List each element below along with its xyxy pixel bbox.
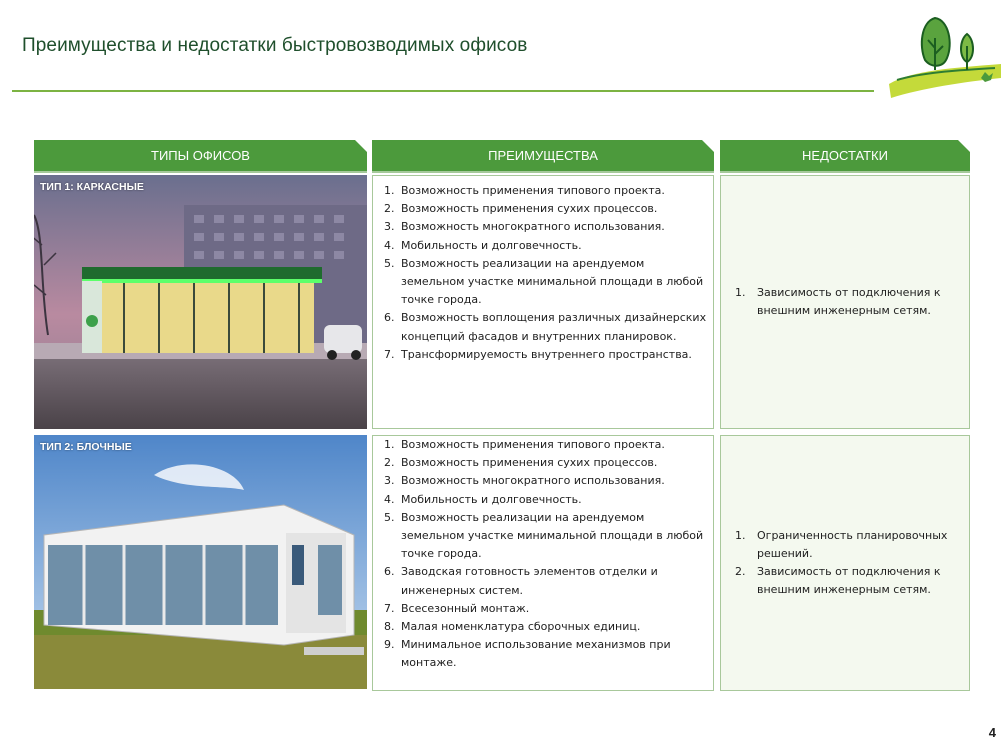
list-item (721, 527, 969, 563)
list-item (373, 255, 713, 310)
header-advantages: ПРЕИМУЩЕСТВА (372, 140, 714, 171)
list-item-text: Возможность воплощения различных дизайнерских концепций фасадов и внутренних планировок. (401, 311, 707, 343)
list-item (373, 309, 713, 345)
list-item-text: Возможность многократного использования. (401, 474, 665, 488)
frame-office-photo (34, 175, 367, 429)
list-item (373, 618, 713, 636)
list-item-number: 2. (384, 456, 395, 470)
header-disadvantages-underline (720, 171, 970, 173)
list-item-number: 3. (384, 474, 395, 488)
list-item-number: 2. (735, 565, 746, 578)
block-office-photo (34, 435, 367, 689)
list-item-number: 4. (384, 492, 395, 506)
disadvantages-cell-frame (720, 175, 970, 429)
header-types: ТИПЫ ОФИСОВ (34, 140, 367, 171)
list-item-number: 1. (735, 528, 746, 542)
list-item-text: Заводская готовность элементов отделки и инженерных систем. (401, 565, 658, 597)
list-item (373, 200, 713, 218)
list-item-text: Возможность применения сухих процессов. (401, 202, 658, 216)
advantages-cell-block (372, 435, 714, 691)
title-divider (12, 90, 874, 92)
list-item-text: Возможность применения сухих процессов. (401, 456, 658, 470)
list-item (373, 182, 713, 200)
list-item-number: 7. (384, 347, 395, 361)
list-item-text: Зависимость от подключения к внешним инженерным сетям. (757, 285, 941, 317)
photo-frame-building (34, 175, 367, 429)
list-item-text: Возможность реализации на арендуемом земельном участке минимальной площади в любой точке города. (401, 256, 704, 307)
list-item-number: 7. (384, 601, 395, 615)
list-item (373, 600, 713, 618)
list-item-text: Минимальное использование механизмов при монтаже. (401, 638, 671, 670)
advantages-list-block (373, 436, 713, 673)
list-item (373, 237, 713, 255)
list-item (373, 454, 713, 472)
list-item (373, 563, 713, 599)
list-item-number: 6. (384, 311, 395, 325)
list-item-number: 5. (384, 256, 395, 270)
list-item (721, 563, 969, 599)
list-item (373, 491, 713, 509)
list-item (373, 346, 713, 364)
list-item (373, 509, 713, 564)
header-types-underline (34, 171, 367, 173)
list-item-text: Возможность применения типового проекта. (401, 184, 665, 197)
list-item-number: 9. (384, 638, 395, 652)
list-item (373, 218, 713, 236)
list-item-number: 6. (384, 565, 395, 579)
trees-logo-icon (883, 8, 1005, 104)
list-item-number: 8. (384, 620, 395, 634)
disadvantages-list-block (721, 527, 969, 600)
header-disadvantages: НЕДОСТАТКИ (720, 140, 970, 171)
photo-block-building (34, 435, 367, 689)
list-item (373, 636, 713, 672)
header-advantages-underline (372, 171, 714, 173)
list-item-number: 1. (384, 184, 395, 197)
list-item-text: Возможность применения типового проекта. (401, 438, 665, 451)
page-number: 4 (988, 725, 996, 740)
disadvantages-list-frame (721, 284, 969, 320)
list-item-number: 1. (384, 438, 395, 451)
list-item-number: 3. (384, 220, 395, 234)
list-item (721, 284, 969, 320)
list-item-text: Трансформируемость внутреннего пространства. (401, 347, 692, 361)
advantages-list-frame (373, 176, 713, 364)
list-item-text: Мобильность и долговечность. (401, 238, 582, 252)
list-item-text: Возможность реализации на арендуемом земельном участке минимальной площади в любой точке города. (401, 510, 704, 561)
list-item-number: 4. (384, 238, 395, 252)
list-item-number: 2. (384, 202, 395, 216)
type-label-frame: ТИП 1: КАРКАСНЫЕ (40, 181, 144, 193)
list-item-number: 1. (735, 285, 746, 299)
list-item-text: Мобильность и долговечность. (401, 492, 582, 506)
list-item-text: Возможность многократного использования. (401, 220, 665, 234)
list-item-number: 5. (384, 510, 395, 524)
advantages-cell-frame (372, 175, 714, 429)
list-item-text: Всесезонный монтаж. (401, 601, 530, 615)
list-item (373, 436, 713, 454)
disadvantages-cell-block (720, 435, 970, 691)
list-item-text: Малая номенклатура сборочных единиц. (401, 620, 641, 634)
list-item-text: Ограниченность планировочных решений. (757, 528, 948, 560)
page-title: Преимущества и недостатки быстровозводимых офисов (22, 35, 528, 56)
list-item-text: Зависимость от подключения к внешним инженерным сетям. (757, 565, 941, 597)
list-item (373, 472, 713, 490)
type-label-block: ТИП 2: БЛОЧНЫЕ (40, 441, 132, 453)
